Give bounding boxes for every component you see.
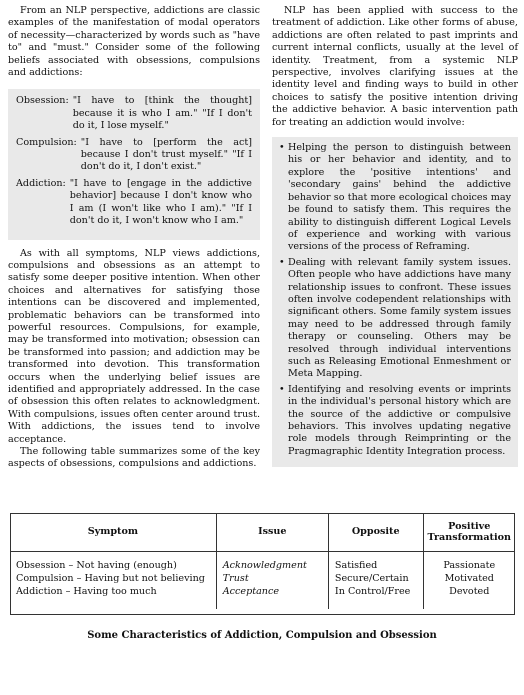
cell-transformation: Motivated — [423, 572, 515, 585]
table-caption: Some Characteristics of Addiction, Compulsion and Obsession — [87, 630, 437, 641]
list-item — [279, 257, 511, 381]
characteristics-table — [10, 513, 515, 609]
column-header-symptom: Symptom — [87, 526, 139, 538]
bullet-icon: • — [279, 383, 285, 395]
cell-symptom: Obsession – Not having (enough) — [16, 559, 177, 571]
table-row — [10, 585, 515, 609]
list-item — [279, 142, 511, 254]
definition-compulsion — [16, 137, 252, 174]
treatment-paragraph: NLP has been applied with success to the treatment of addiction. Like other forms of abuse, addictions are often related to past imprints and current internal conflicts, usually at the level of identity. Treatment, from a systemic NLP perspective, involves clarifying issues at the identity level and finding ways to build in other choices to satisfy the positive intention driving the addictive behavior. A basic intervention path for treating an addiction would involve: — [272, 5, 518, 128]
list-item — [279, 384, 511, 458]
cell-opposite: Satisfied — [328, 551, 423, 572]
table-header-row — [10, 513, 515, 551]
beliefs-box — [8, 89, 260, 239]
column-header-opposite: Opposite — [328, 513, 423, 551]
definition-term: Obsession: — [16, 95, 69, 107]
symptoms-paragraph: As with all symptoms, NLP views addictions, compulsions and obsessions as an attempt to satisfy some deeper positive intention. When other choices and alternatives for satisfying those intentions can be discovered and implemented, problematic behaviors can be transformed into powerful resources. Compulsions, for example, may be transformed into motivation; obsession can be transformed into passion; and addiction may be transformed into devotion. This transformation occurs when the underlying belief issues are identified and appropriately addressed. In the case of obsession this often relates to acknowledgment. With compulsions, issues often center around trust. With addictions, the issues tend to involve acceptance. — [8, 247, 260, 445]
list-item-text: Helping the person to distinguish between his or her behavior and identity, and to explore the 'positive intentions' and 'secondary gains' behind the addictive behavior so that more ecological choices may be found to satisfy them. This requires the ability to distinguish different Logical Levels of experience and working with various versions of the process of Reframing. — [288, 142, 511, 253]
definition-text: "I have to [perform the act] because I don't trust myself." "If I don't do it, I don't exist." — [80, 136, 252, 173]
definition-text: "I have to [engage in the addictive behavior] because I don't know who I am (I won't like who I am)." "If I don't do it, I won't know who I am." — [69, 177, 252, 227]
list-item-text: Identifying and resolving events or imprints in the individual's personal history which are the source of the addictive or compulsive behaviors. This involves updating negative role models through Reimprinting or the Pragmagraphic Identity Integration process. — [288, 383, 511, 457]
definition-term: Addiction: — [16, 177, 66, 189]
definition-text: "I have to [think the thought] because it is who I am." "If I don't do it, I lose myself." — [72, 95, 252, 132]
definition-obsession — [16, 95, 252, 132]
cell-issue: Acknowledgment — [216, 551, 328, 572]
cell-issue: Acceptance — [216, 585, 328, 609]
table-row — [10, 572, 515, 585]
list-item-text: Dealing with relevant family system issues. Often people who have addictions have many relationship issues to confront. These issues often involve codependent relationships with significant others. Some family system issues may need to be addressed through family therapy or counseling. Others may be resolved through individual interventions such as Releasing Emotional Enmeshment or Meta Mapping. — [288, 256, 511, 380]
table-row — [10, 551, 515, 572]
intervention-list — [272, 137, 518, 467]
cell-symptom: Compulsion – Having but not believing — [16, 572, 205, 584]
cell-opposite: Secure/Certain — [328, 572, 423, 585]
left-column — [8, 5, 260, 471]
definition-term: Compulsion: — [16, 136, 77, 148]
bullet-icon: • — [279, 142, 285, 154]
cell-issue: Trust — [216, 572, 328, 585]
bullet-icon: • — [279, 256, 285, 268]
cell-symptom: Addiction – Having too much — [16, 585, 157, 597]
cell-transformation: Devoted — [423, 585, 515, 609]
right-column — [272, 5, 518, 467]
cell-transformation: Passionate — [423, 551, 515, 572]
column-header-transformation: Positive Transformation — [423, 513, 515, 551]
column-header-issue: Issue — [216, 513, 328, 551]
table-intro-paragraph: The following table summarizes some of the key aspects of obsessions, compulsions and addictions. — [8, 446, 260, 470]
cell-opposite: In Control/Free — [328, 585, 423, 609]
definition-addiction — [16, 178, 252, 228]
intro-paragraph: From an NLP perspective, addictions are classic examples of the manifestation of modal operators of necessity—characterized by words such as "have to" and "must." Consider some of the following beliefs associated with obsessions, compulsions and addictions: — [8, 5, 260, 79]
